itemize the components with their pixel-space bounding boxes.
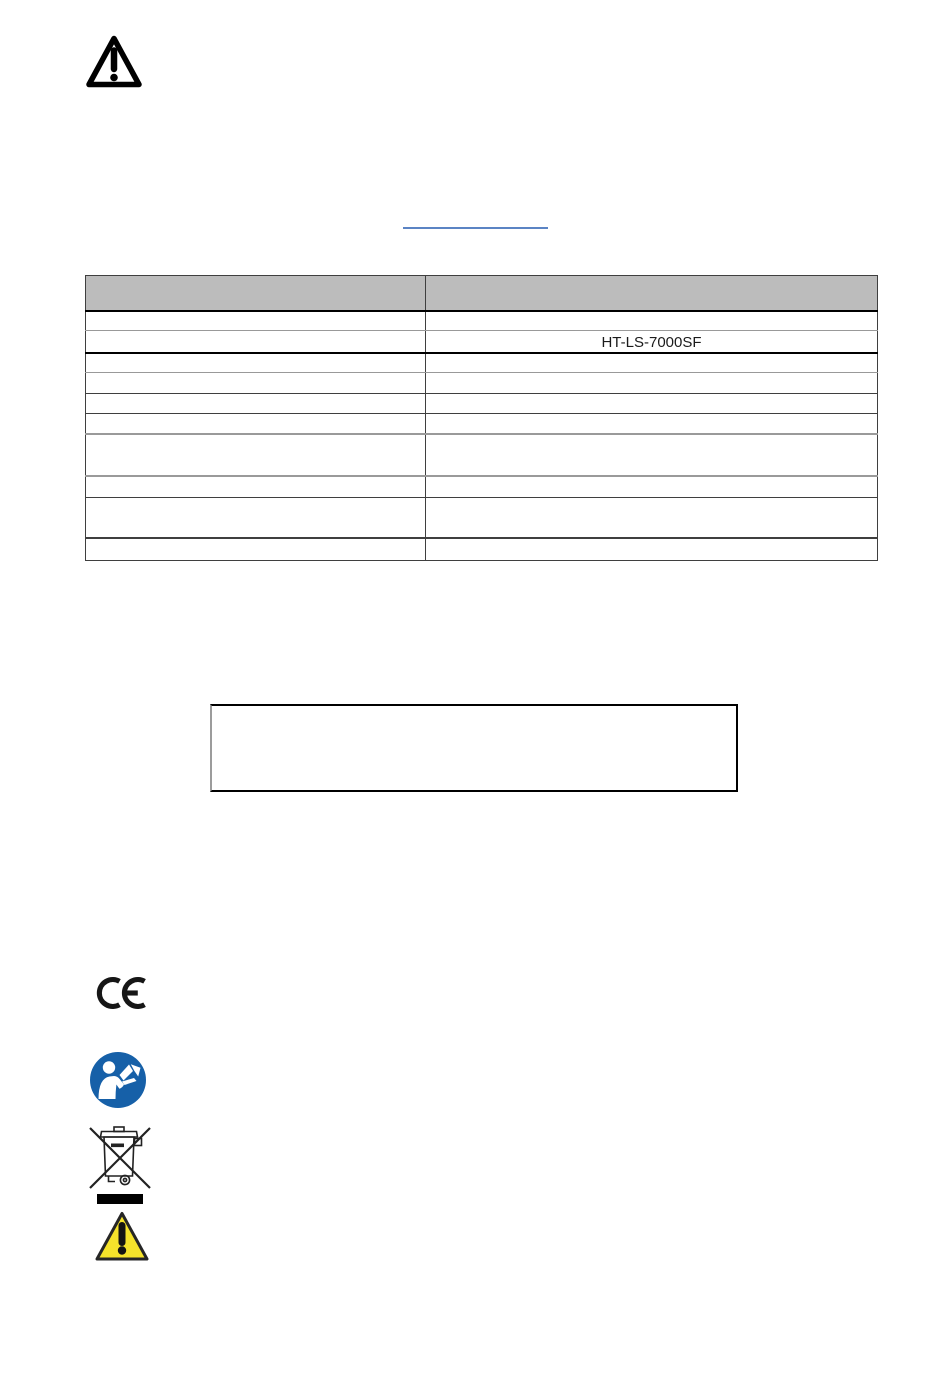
table-row [86,311,878,331]
hyperlink[interactable] [403,214,548,229]
spec-label-cell [86,498,426,539]
table-header-right [426,276,878,312]
table-row [86,538,878,561]
spec-label-cell [86,538,426,561]
spec-value-cell [426,476,878,498]
table-header-left [86,276,426,312]
spec-label-cell [86,353,426,373]
table-row [86,353,878,373]
warning-triangle-yellow-icon [94,1210,150,1263]
table-row [86,373,878,394]
table-row [86,476,878,498]
spec-value-cell [426,434,878,476]
spec-value-cell [426,353,878,373]
warning-triangle-icon [85,34,143,90]
spec-label-cell [86,434,426,476]
table-row [86,394,878,414]
model-number-value: HT-LS-7000SF [575,330,727,352]
note-box [210,704,738,792]
spec-value-cell [426,498,878,539]
spec-label-cell [86,394,426,414]
read-manual-icon [89,1051,147,1109]
table-row [86,434,878,476]
spec-value-cell [426,373,878,394]
spec-label-cell [86,476,426,498]
table-row [86,414,878,435]
table-header-row [86,276,878,312]
spec-value-cell [426,538,878,561]
specification-table [85,275,878,561]
table-row [86,498,878,539]
spec-value-cell [426,311,878,331]
spec-label-cell [86,414,426,435]
spec-label-cell [86,331,426,354]
spec-label-cell [86,311,426,331]
ce-marking-icon [96,972,148,1014]
weee-bin-icon [87,1124,153,1206]
spec-value-cell-model [426,331,878,354]
spec-value-cell [426,414,878,435]
spec-label-cell [86,373,426,394]
table-row-model [86,331,878,354]
spec-value-cell [426,394,878,414]
